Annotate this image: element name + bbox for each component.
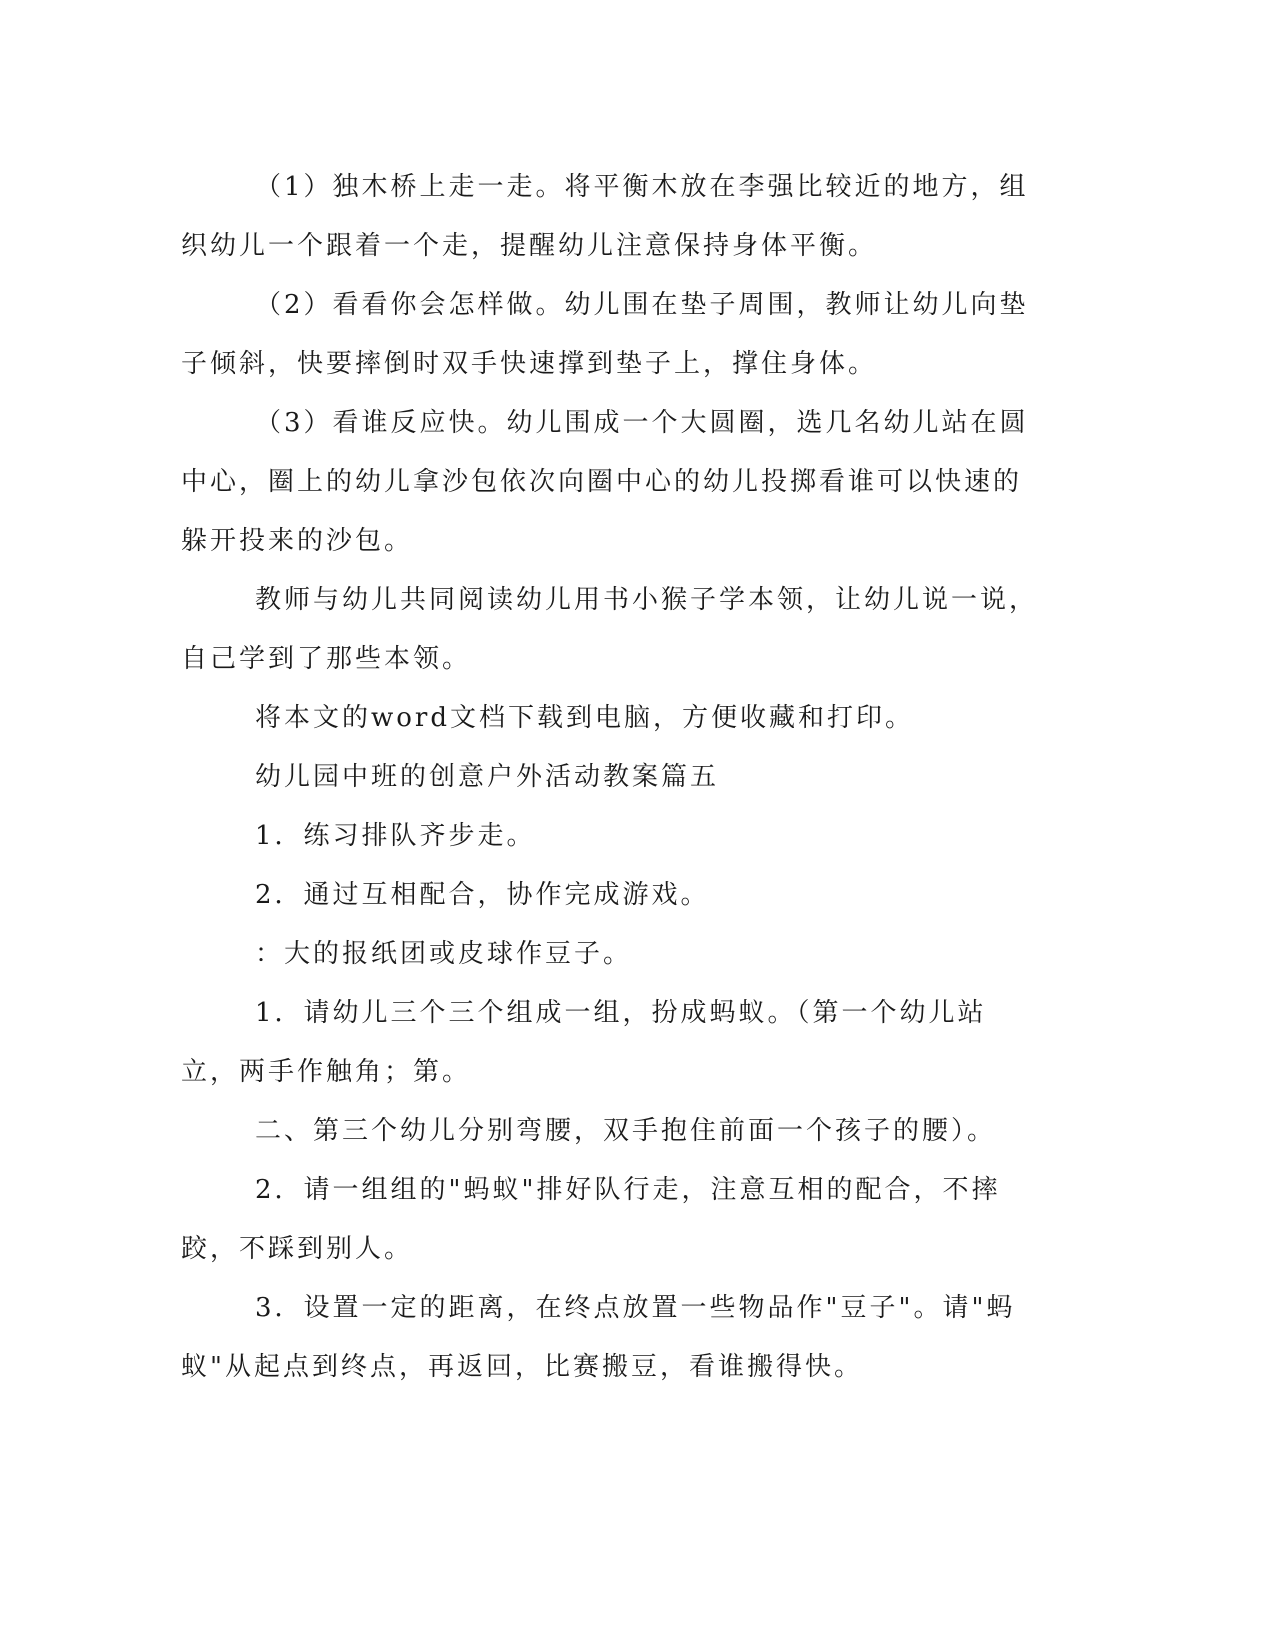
goal-item-1: 1．练习排队齐步走。 [255,821,536,851]
document-body [181,158,1041,1397]
paragraph-balance-beam: （1）独木桥上走一走。将平衡木放在李强比较近的地方，组织幼儿一个跟着一个走，提醒幼儿注意保持身体平衡。 [181,172,1029,261]
paragraph-reaction-game: （3）看谁反应快。幼儿围成一个大圆圈，选几名幼儿站在圆中心，圈上的幼儿拿沙包依次向圈中心的幼儿投掷看谁可以快速的躲开投来的沙包。 [181,408,1029,556]
paragraph-fall-practice: （2）看看你会怎样做。幼儿围在垫子周围，教师让幼儿向垫子倾斜，快要摔倒时双手快速撑到垫子上，撑住身体。 [181,290,1029,379]
section-heading: 幼儿园中班的创意户外活动教案篇五 [255,762,720,792]
step-1-continued: 二、第三个幼儿分别弯腰，双手抱住前面一个孩子的腰）。 [255,1116,997,1146]
paragraph-download-note: 将本文的word文档下载到电脑，方便收藏和打印。 [255,703,914,733]
step-1: 1．请幼儿三个三个组成一组，扮成蚂蚁。（第一个幼儿站立，两手作触角；第。 [181,998,987,1087]
step-3: 3．设置一定的距离，在终点放置一些物品作"豆子"。请"蚂蚁"从起点到终点，再返回，比赛搬豆，看谁搬得快。 [181,1293,1016,1382]
materials-line: ：大的报纸团或皮球作豆子。 [255,939,633,969]
paragraph-reading: 教师与幼儿共同阅读幼儿用书小猴子学本领，让幼儿说一说，自己学到了那些本领。 [181,585,1039,674]
step-2: 2．请一组组的"蚂蚁"排好队行走，注意互相的配合，不摔跤，不踩到别人。 [181,1175,1001,1264]
goal-item-2: 2．通过互相配合，协作完成游戏。 [255,880,710,910]
